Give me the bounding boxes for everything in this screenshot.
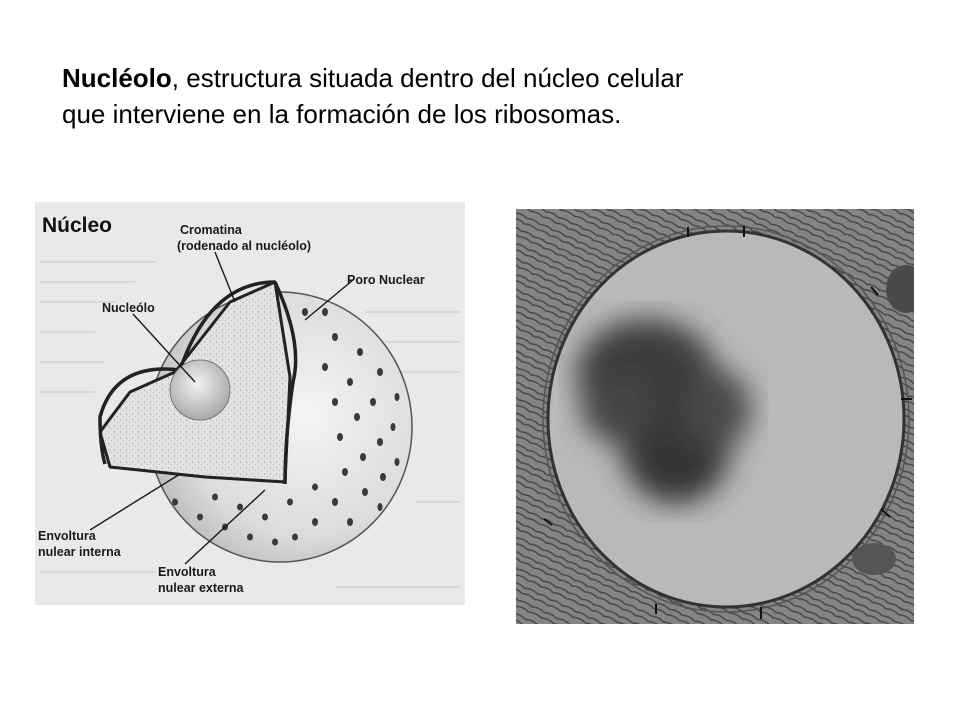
- label-cromatina-detail: (rodenado al nucléolo): [177, 239, 312, 253]
- label-cromatina: Cromatina: [180, 223, 242, 237]
- label-envoltura-externa-1: Envoltura: [158, 565, 216, 579]
- label-poro-nuclear: Poro Nuclear: [347, 273, 425, 287]
- headline-line-1: [62, 60, 922, 96]
- nucleus-diagram: [35, 202, 465, 605]
- label-envoltura-interna-1: Envoltura: [38, 529, 96, 543]
- headline-line-2: que interviene en la formación de los ribosomas.: [62, 99, 622, 129]
- diagram-title: Núcleo: [42, 214, 113, 237]
- headline-line-1-rest: , estructura situada dentro del núcleo celular: [171, 63, 684, 93]
- nucleolus-sphere: [170, 360, 230, 420]
- micrograph-image: [516, 209, 914, 624]
- label-nucleolo: Nucleólo: [102, 301, 155, 315]
- headline-text: [62, 60, 922, 132]
- label-envoltura-interna-2: nulear interna: [38, 545, 121, 559]
- nucleus-micrograph: [516, 209, 914, 624]
- headline-bold-term: Nucléolo: [62, 63, 172, 93]
- label-envoltura-externa-2: nulear externa: [158, 581, 244, 595]
